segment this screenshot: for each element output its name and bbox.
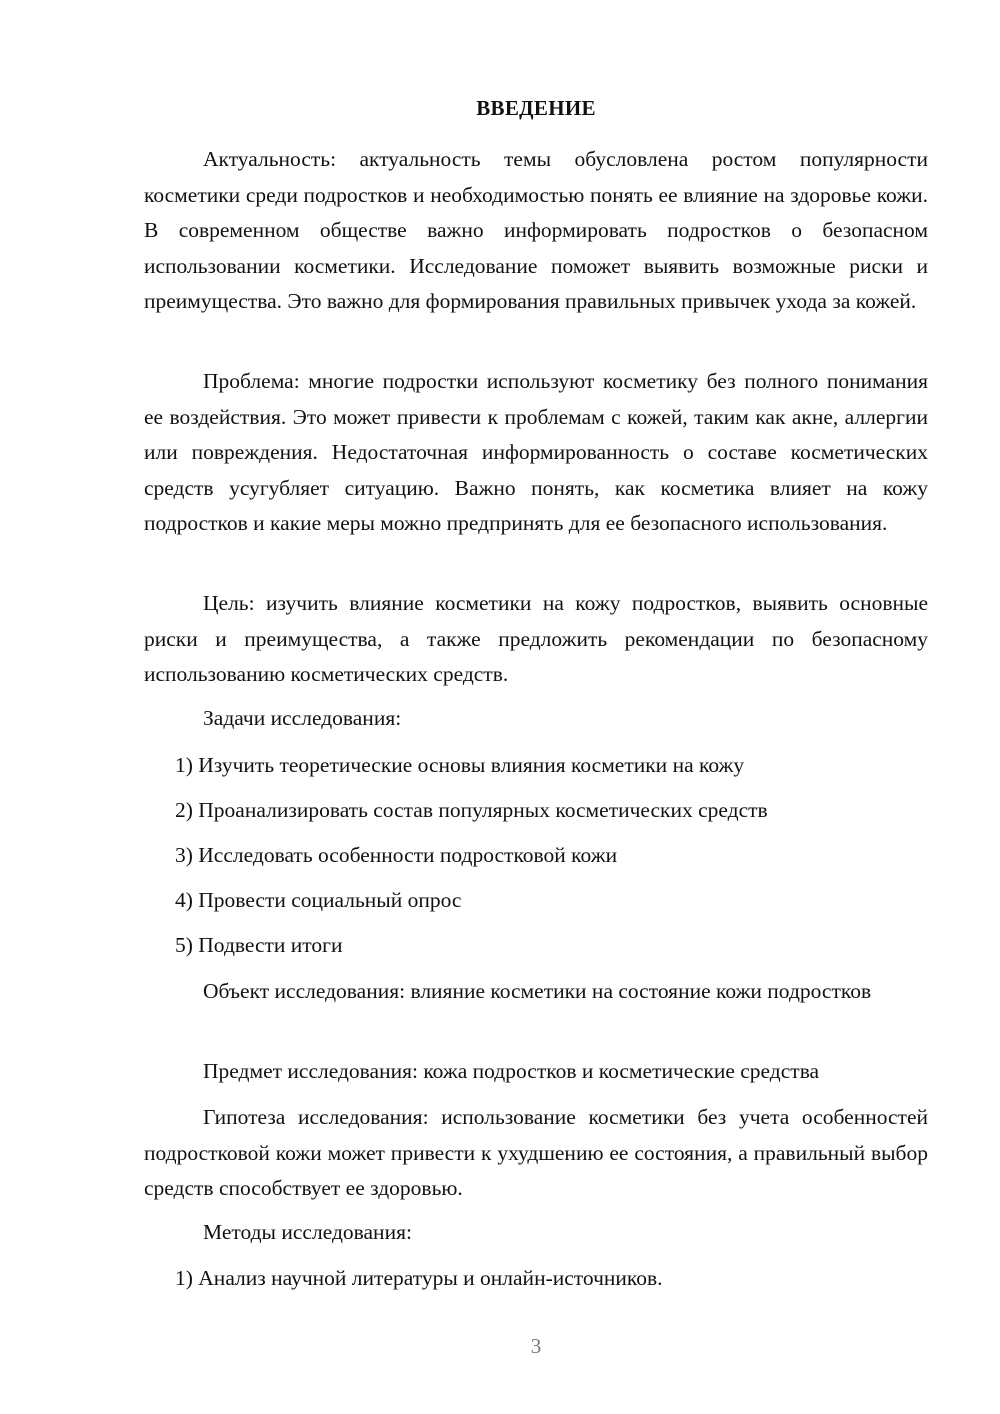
task-item: 2) Проанализировать состав популярных косметических средств [175,798,768,822]
relevance-paragraph: Актуальность: актуальность темы обусловлена ростом популярности косметики среди подростков и необходимостью понять ее влияние на здоровье кожи. В современном обществе важно информировать подростков о безопасном использовании косметики. Исследование поможет выявить возможные риски и преимущества. Это важно для формирования правильных привычек ухода за кожей. [144,147,928,313]
methods-heading: Методы исследования: [203,1220,412,1244]
object-paragraph: Объект исследования: влияние косметики на состояние кожи подростков [203,979,872,1003]
subject-paragraph: Предмет исследования: кожа подростков и косметические средства [203,1059,820,1083]
task-item: 3) Исследовать особенности подростковой кожи [175,843,618,867]
task-item: 1) Изучить теоретические основы влияния косметики на кожу [175,753,745,777]
goal-paragraph: Цель: изучить влияние косметики на кожу подростков, выявить основные риски и преимущества, а также предложить рекомендации по безопасному использованию косметических средств. [144,591,928,686]
method-item: 1) Анализ научной литературы и онлайн-источников. [175,1266,663,1290]
page-number: 3 [530,1334,542,1358]
task-item: 4) Провести социальный опрос [175,888,462,912]
section-title: ВВЕДЕНИЕ [476,96,596,120]
tasks-heading: Задачи исследования: [203,706,402,730]
problem-paragraph: Проблема: многие подростки используют косметику без полного понимания ее воздействия. Это может привести к проблемам с кожей, таким как акне, аллергии или повреждения. Недостаточная информированность о составе косметических средств усугубляет ситуацию. Важно понять, как косметика влияет на кожу подростков и какие меры можно предпринять для ее безопасного использования. [144,369,928,535]
task-item: 5) Подвести итоги [175,933,343,957]
hypothesis-paragraph: Гипотеза исследования: использование косметики без учета особенностей подростковой кожи может привести к ухудшению ее состояния, а правильный выбор средств способствует ее здоровью. [144,1105,928,1200]
